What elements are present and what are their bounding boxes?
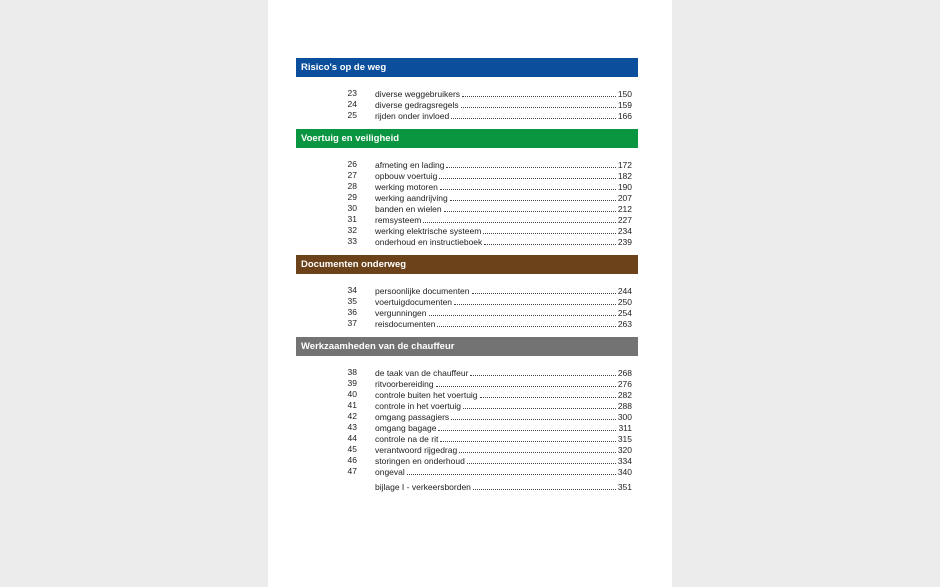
appendix-entry[interactable] bbox=[296, 481, 638, 492]
chapter-title: diverse gedragsregels bbox=[375, 100, 459, 110]
chapter-title: controle in het voertuig bbox=[375, 401, 461, 411]
toc-section bbox=[296, 58, 638, 129]
page-number: 172 bbox=[617, 160, 632, 170]
page-number: 234 bbox=[617, 226, 632, 236]
toc-entry[interactable] bbox=[296, 225, 638, 236]
page-number: 207 bbox=[617, 193, 632, 203]
chapter-number: 32 bbox=[347, 225, 357, 235]
dot-leader bbox=[467, 455, 616, 464]
toc-entry[interactable] bbox=[296, 422, 638, 433]
dot-leader bbox=[463, 400, 616, 409]
chapter-number: 33 bbox=[347, 236, 357, 246]
toc-entry[interactable] bbox=[296, 307, 638, 318]
dot-leader bbox=[439, 170, 615, 179]
chapter-title: werking motoren bbox=[375, 182, 438, 192]
chapter-number: 39 bbox=[347, 378, 357, 388]
dot-leader bbox=[450, 192, 616, 201]
toc-entry[interactable] bbox=[296, 466, 638, 477]
toc-entry[interactable] bbox=[296, 236, 638, 247]
entry-leader bbox=[375, 236, 632, 248]
chapter-title: ritvoorbereiding bbox=[375, 379, 434, 389]
toc-section bbox=[296, 129, 638, 255]
page-number: 268 bbox=[617, 368, 632, 378]
chapter-number: 45 bbox=[347, 444, 357, 454]
chapter-number: 30 bbox=[347, 203, 357, 213]
page-number: 315 bbox=[617, 434, 632, 444]
dot-leader bbox=[483, 225, 616, 234]
chapter-number: 38 bbox=[347, 367, 357, 377]
dot-leader bbox=[459, 444, 616, 453]
page-number: 340 bbox=[617, 467, 632, 477]
chapter-number: 36 bbox=[347, 307, 357, 317]
chapter-number: 23 bbox=[347, 88, 357, 98]
dot-leader bbox=[472, 285, 616, 294]
dot-leader bbox=[480, 389, 616, 398]
page-number: 227 bbox=[617, 215, 632, 225]
section-header: Risico's op de weg bbox=[296, 58, 638, 77]
toc-entry[interactable] bbox=[296, 378, 638, 389]
section-header: Werkzaamheden van de chauffeur bbox=[296, 337, 638, 356]
chapter-title: rijden onder invloed bbox=[375, 111, 450, 121]
chapter-title: werking elektrische systeem bbox=[375, 226, 482, 236]
chapter-title: verantwoord rijgedrag bbox=[375, 445, 458, 455]
chapter-title: omgang bagage bbox=[375, 423, 437, 433]
chapter-number: 31 bbox=[347, 214, 357, 224]
dot-leader bbox=[444, 203, 616, 212]
dot-leader bbox=[451, 411, 616, 420]
chapter-number: 29 bbox=[347, 192, 357, 202]
page-number: 300 bbox=[617, 412, 632, 422]
toc-entry[interactable] bbox=[296, 411, 638, 422]
entry-leader bbox=[375, 481, 632, 493]
entry-leader bbox=[375, 318, 632, 330]
toc-entry[interactable] bbox=[296, 99, 638, 110]
toc-entry[interactable] bbox=[296, 400, 638, 411]
chapter-title: diverse weggebruikers bbox=[375, 89, 461, 99]
chapter-title: afmeting en lading bbox=[375, 160, 445, 170]
toc-entry[interactable] bbox=[296, 170, 638, 181]
dot-leader bbox=[436, 378, 616, 387]
chapter-number: 37 bbox=[347, 318, 357, 328]
toc-entry[interactable] bbox=[296, 110, 638, 121]
chapter-number: 25 bbox=[347, 110, 357, 120]
dot-leader bbox=[462, 88, 616, 97]
chapter-title: storingen en onderhoud bbox=[375, 456, 465, 466]
chapter-number: 46 bbox=[347, 455, 357, 465]
page-number: 282 bbox=[617, 390, 632, 400]
section-header: Documenten onderweg bbox=[296, 255, 638, 274]
toc-entry[interactable] bbox=[296, 444, 638, 455]
table-of-contents bbox=[296, 58, 638, 500]
dot-leader bbox=[437, 318, 615, 327]
chapter-number: 26 bbox=[347, 159, 357, 169]
entry-leader bbox=[375, 466, 632, 478]
toc-entry[interactable] bbox=[296, 159, 638, 170]
dot-leader bbox=[451, 110, 616, 119]
page-number: 159 bbox=[617, 100, 632, 110]
section-entries bbox=[296, 274, 638, 337]
chapter-title: de taak van de chauffeur bbox=[375, 368, 469, 378]
dot-leader bbox=[423, 214, 616, 223]
chapter-title: vergunningen bbox=[375, 308, 427, 318]
toc-entry[interactable] bbox=[296, 192, 638, 203]
toc-entry[interactable] bbox=[296, 433, 638, 444]
toc-entry[interactable] bbox=[296, 296, 638, 307]
dot-leader bbox=[473, 481, 616, 490]
toc-entry[interactable] bbox=[296, 181, 638, 192]
chapter-title: ongeval bbox=[375, 467, 405, 477]
page-number: 250 bbox=[617, 297, 632, 307]
chapter-title: controle buiten het voertuig bbox=[375, 390, 478, 400]
page-number: 239 bbox=[617, 237, 632, 247]
page-number: 263 bbox=[617, 319, 632, 329]
page-number: 212 bbox=[617, 204, 632, 214]
chapter-number: 40 bbox=[347, 389, 357, 399]
chapter-number: 43 bbox=[347, 422, 357, 432]
chapter-title: banden en wielen bbox=[375, 204, 442, 214]
toc-entry[interactable] bbox=[296, 455, 638, 466]
dot-leader bbox=[438, 422, 616, 431]
page-number: 276 bbox=[617, 379, 632, 389]
section-header: Voertuig en veiligheid bbox=[296, 129, 638, 148]
toc-page bbox=[268, 0, 672, 587]
chapter-number: 44 bbox=[347, 433, 357, 443]
page-number: 334 bbox=[617, 456, 632, 466]
dot-leader bbox=[440, 181, 616, 190]
dot-leader bbox=[440, 433, 615, 442]
toc-entry[interactable] bbox=[296, 318, 638, 329]
toc-entry[interactable] bbox=[296, 285, 638, 296]
chapter-title: onderhoud en instructieboek bbox=[375, 237, 483, 247]
toc-section bbox=[296, 255, 638, 337]
dot-leader bbox=[461, 99, 616, 108]
toc-entry[interactable] bbox=[296, 203, 638, 214]
dot-leader bbox=[454, 296, 616, 305]
chapter-title: persoonlijke documenten bbox=[375, 286, 470, 296]
toc-entry[interactable] bbox=[296, 367, 638, 378]
chapter-title: werking aandrijving bbox=[375, 193, 448, 203]
page-number: 150 bbox=[617, 89, 632, 99]
page-number: 244 bbox=[617, 286, 632, 296]
chapter-title: remsysteem bbox=[375, 215, 422, 225]
section-entries bbox=[296, 356, 638, 500]
chapter-number: 42 bbox=[347, 411, 357, 421]
dot-leader bbox=[484, 236, 616, 245]
section-entries bbox=[296, 148, 638, 255]
section-entries bbox=[296, 77, 638, 129]
chapter-number: 41 bbox=[347, 400, 357, 410]
page-number: 311 bbox=[618, 423, 632, 433]
page-number: 288 bbox=[617, 401, 632, 411]
chapter-number: 35 bbox=[347, 296, 357, 306]
chapter-title: reisdocumenten bbox=[375, 319, 436, 329]
toc-entry[interactable] bbox=[296, 214, 638, 225]
chapter-title: opbouw voertuig bbox=[375, 171, 438, 181]
dot-leader bbox=[470, 367, 615, 376]
chapter-title: controle na de rit bbox=[375, 434, 439, 444]
entry-leader bbox=[375, 110, 632, 122]
toc-entry[interactable] bbox=[296, 389, 638, 400]
chapter-title: omgang passagiers bbox=[375, 412, 450, 422]
chapter-number: 28 bbox=[347, 181, 357, 191]
page-number: 182 bbox=[617, 171, 632, 181]
toc-entry[interactable] bbox=[296, 88, 638, 99]
page-number: 320 bbox=[617, 445, 632, 455]
chapter-title: voertuigdocumenten bbox=[375, 297, 453, 307]
page-number: 254 bbox=[617, 308, 632, 318]
chapter-title: bijlage I - verkeersborden bbox=[375, 482, 471, 492]
toc-section bbox=[296, 337, 638, 500]
chapter-number: 47 bbox=[347, 466, 357, 476]
page-number: 351 bbox=[617, 482, 632, 492]
page-number: 190 bbox=[617, 182, 632, 192]
page-number: 166 bbox=[617, 111, 632, 121]
dot-leader bbox=[407, 466, 616, 475]
dot-leader bbox=[429, 307, 616, 316]
chapter-number: 24 bbox=[347, 99, 357, 109]
chapter-number: 34 bbox=[347, 285, 357, 295]
chapter-number: 27 bbox=[347, 170, 357, 180]
dot-leader bbox=[446, 159, 615, 168]
